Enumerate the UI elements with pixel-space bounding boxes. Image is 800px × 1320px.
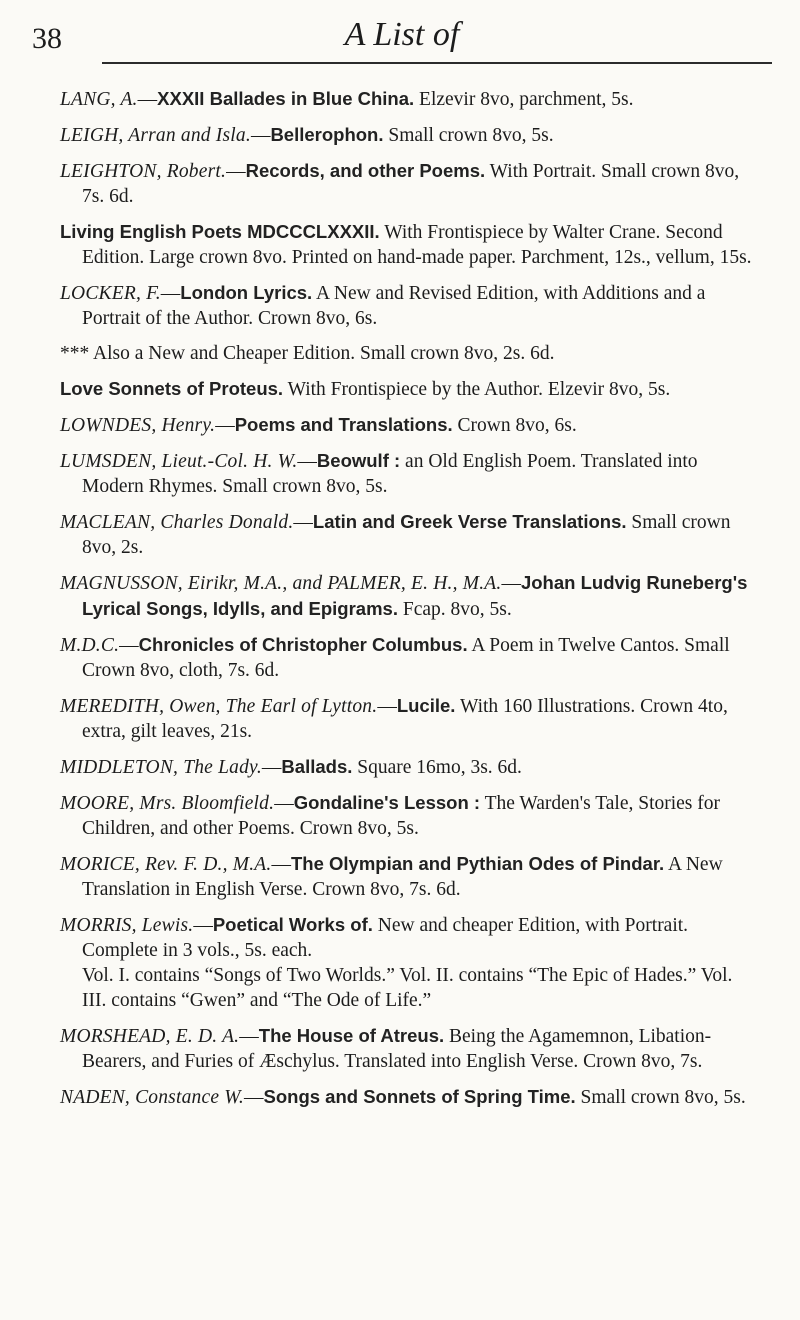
entry-title: Chronicles of Christopher Columbus.: [138, 634, 468, 655]
entry-author: MORRIS, Lewis.: [60, 915, 194, 936]
entry-author: NADEN, Constance W.: [60, 1087, 244, 1108]
entry-title: Songs and Sonnets of Spring Time.: [263, 1086, 576, 1107]
entry-title: Ballads.: [281, 756, 353, 777]
catalogue-entry: LOCKER, F.—London Lyrics. A New and Revised Edition, with Additions and a Portrait of the Author. Crown 8vo, 6s.: [60, 282, 706, 329]
page-number: 38: [32, 22, 62, 55]
entry-details: A Poem in Twelve Cantos. Small Crown 8vo, cloth, 7s. 6d.: [82, 635, 730, 681]
entry-details: Fcap. 8vo, 5s.: [402, 599, 512, 620]
catalogue-entry: MORRIS, Lewis.—Poetical Works of. New and cheaper Edition, with Portrait. Complete in 3 vols., 5s. each. Vol. I. contains “Songs of Two Worlds.” Vol. II. contains “The Epic of Hades.” Vol. III. contains “Gwen” and “The Ode of Life.”: [60, 912, 760, 1013]
entry-details: With 160 Illustrations. Crown 4to, extra, gilt leaves, 21s.: [82, 696, 728, 742]
catalogue-entry: LANG, A.—XXXII Ballades in Blue China. Elzevir 8vo, parchment, 5s.: [60, 88, 634, 110]
entry-title: London Lyrics.: [180, 282, 313, 303]
entry-details: The Warden's Tale, Stories for Children, and other Poems. Crown 8vo, 5s.: [82, 793, 721, 839]
entry-title: Lucile.: [396, 695, 456, 716]
entry-details: Elzevir 8vo, parchment, 5s.: [419, 89, 634, 110]
catalogue-entry: LEIGH, Arran and Isla.—Bellerophon. Small crown 8vo, 5s.: [60, 124, 554, 146]
entry-details: Being the Agamemnon, Libation-Bearers, and Furies of Æschylus. Translated into English Verse. Crown 8vo, 7s.: [82, 1026, 712, 1072]
page-header: [32, 8, 772, 64]
catalogue-entry: LEIGHTON, Robert.—Records, and other Poems. With Portrait. Small crown 8vo, 7s. 6d.: [60, 160, 740, 207]
entry-details: *** Also a New and Cheaper Edition. Small crown 8vo, 2s. 6d.: [60, 343, 555, 364]
catalogue-entry: NADEN, Constance W.—Songs and Sonnets of Spring Time. Small crown 8vo, 5s.: [60, 1086, 746, 1108]
entry-details: With Portrait. Small crown 8vo, 7s. 6d.: [82, 161, 740, 207]
entry-author: MAGNUSSON, Eirikr, M.A., and PALMER, E. H., M.A.: [60, 573, 502, 594]
entry-author: M.D.C.: [60, 635, 120, 656]
catalogue-entry: MORSHEAD, E. D. A.—The House of Atreus. Being the Agamemnon, Libation-Bearers, and Furies of Æschylus. Translated into English Verse. Crown 8vo, 7s.: [60, 1025, 712, 1072]
catalogue-entry: MIDDLETON, The Lady.—Ballads. Square 16mo, 3s. 6d.: [60, 756, 522, 778]
catalogue-entry: [60, 341, 760, 366]
entry-details: With Frontispiece by Walter Crane. Second Edition. Large crown 8vo. Printed on hand-made paper. Parchment, 12s., vellum, 15s.: [82, 222, 752, 268]
entry-title: XXXII Ballades in Blue China.: [157, 88, 415, 109]
entry-details: Small crown 8vo, 2s.: [82, 512, 731, 558]
catalogue-entry: MORICE, Rev. F. D., M.A.—The Olympian and Pythian Odes of Pindar. A New Translation in English Verse. Crown 8vo, 7s. 6d.: [60, 853, 723, 900]
entry-author: MOORE, Mrs. Bloomfield.: [60, 793, 275, 814]
entry-details: Square 16mo, 3s. 6d.: [357, 757, 522, 778]
entry-title: The House of Atreus.: [258, 1025, 445, 1046]
catalogue-entry: M.D.C.—Chronicles of Christopher Columbus. A Poem in Twelve Cantos. Small Crown 8vo, cloth, 7s. 6d.: [60, 634, 730, 681]
entry-title: The Olympian and Pythian Odes of Pindar.: [290, 853, 665, 874]
entry-title: Beowulf :: [316, 450, 401, 471]
entry-author: LUMSDEN, Lieut.-Col. H. W.: [60, 451, 298, 472]
entry-details: Small crown 8vo, 5s.: [580, 1087, 746, 1108]
entry-volume-contents: Vol. I. contains “Songs of Two Worlds.” Vol. II. contains “The Epic of Hades.” Vol. III. contains “Gwen” and “The Ode of Life.”: [82, 965, 733, 1011]
entry-title: Latin and Greek Verse Translations.: [312, 511, 627, 532]
entry-list: [60, 86, 760, 1120]
entry-details: Small crown 8vo, 5s.: [388, 125, 554, 146]
catalogue-entry: LUMSDEN, Lieut.-Col. H. W.—Beowulf : an Old English Poem. Translated into Modern Rhymes. Small crown 8vo, 5s.: [60, 450, 698, 497]
entry-author: MEREDITH, Owen, The Earl of Lytton.: [60, 696, 378, 717]
entry-details: Crown 8vo, 6s.: [457, 415, 577, 436]
catalogue-entry: MAGNUSSON, Eirikr, M.A., and PALMER, E. H., M.A.—Johan Ludvig Runeberg's Lyrical Songs, Idylls, and Epigrams. Fcap. 8vo, 5s.: [60, 572, 748, 620]
catalogue-entry: [60, 376, 760, 402]
entry-author: MORICE, Rev. F. D., M.A.: [60, 854, 272, 875]
entry-author: LOWNDES, Henry.: [60, 415, 216, 436]
entry-author: LOCKER, F.: [60, 283, 161, 304]
entry-title: Records, and other Poems.: [245, 160, 486, 181]
running-title: A List of: [344, 16, 460, 53]
entry-details: A New and Revised Edition, with Additions and a Portrait of the Author. Crown 8vo, 6s.: [82, 283, 706, 329]
header-rule: [102, 62, 772, 64]
catalogue-entry: MACLEAN, Charles Donald.—Latin and Greek Verse Translations. Small crown 8vo, 2s.: [60, 511, 731, 558]
entry-author: MACLEAN, Charles Donald.: [60, 512, 294, 533]
entry-title: Poems and Translations.: [234, 414, 453, 435]
entry-details: A New Translation in English Verse. Crown 8vo, 7s. 6d.: [82, 854, 723, 900]
entry-details: With Frontispiece by the Author. Elzevir 8vo, 5s.: [287, 379, 671, 400]
catalogue-entry: MOORE, Mrs. Bloomfield.—Gondaline's Lesson : The Warden's Tale, Stories for Children, and other Poems. Crown 8vo, 5s.: [60, 792, 721, 839]
entry-title: Johan Ludvig Runeberg's Lyrical Songs, Idylls, and Epigrams.: [82, 572, 748, 619]
entry-author: LANG, A.: [60, 89, 138, 110]
entry-title: Bellerophon.: [270, 124, 384, 145]
entry-author: LEIGH, Arran and Isla.: [60, 125, 251, 146]
entry-title: Living English Poets MDCCCLXXXII.: [60, 221, 380, 242]
catalogue-entry: LOWNDES, Henry.—Poems and Translations. Crown 8vo, 6s.: [60, 414, 577, 436]
entry-title: Love Sonnets of Proteus.: [60, 378, 284, 399]
catalogue-entry: MEREDITH, Owen, The Earl of Lytton.—Lucile. With 160 Illustrations. Crown 4to, extra, gilt leaves, 21s.: [60, 695, 728, 742]
entry-author: MIDDLETON, The Lady.: [60, 757, 262, 778]
entry-title: Poetical Works of.: [212, 914, 373, 935]
entry-details: New and cheaper Edition, with Portrait. Complete in 3 vols., 5s. each.: [82, 915, 689, 961]
entry-author: MORSHEAD, E. D. A.: [60, 1026, 240, 1047]
entry-details: an Old English Poem. Translated into Modern Rhymes. Small crown 8vo, 5s.: [82, 451, 698, 497]
entry-author: LEIGHTON, Robert.: [60, 161, 227, 182]
entry-title: Gondaline's Lesson :: [293, 792, 481, 813]
catalogue-entry: [60, 219, 760, 270]
